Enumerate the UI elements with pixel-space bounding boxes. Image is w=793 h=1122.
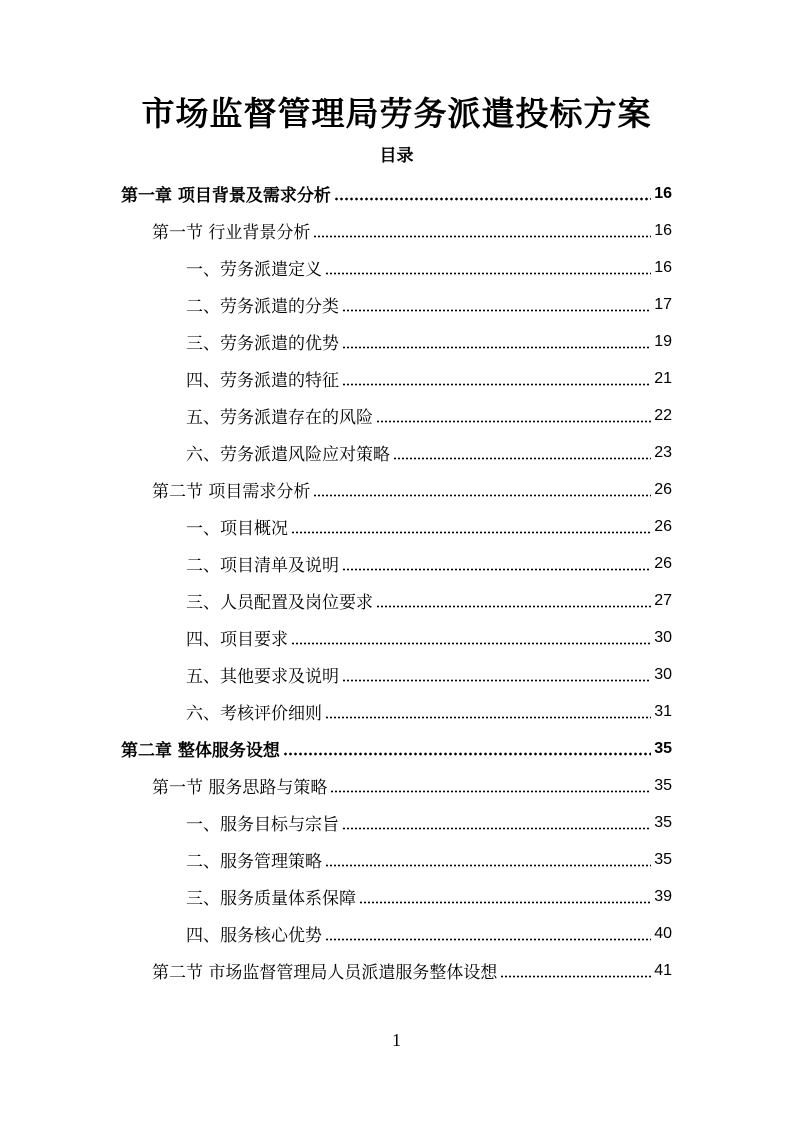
toc-entry-label: 第二节 项目需求分析 [152,482,311,502]
toc-entry-page: 21 [654,369,672,387]
toc-entry-subsection[interactable] [186,397,672,434]
toc-entry-section[interactable] [152,767,672,804]
toc-entry-page: 35 [654,850,672,868]
toc-entry-page: 17 [654,295,672,313]
dot-leader [325,864,651,867]
dot-leader [342,568,651,571]
toc-entry-page: 40 [654,924,672,942]
toc-entry-page: 35 [654,739,672,757]
toc-entry-label: 二、项目清单及说明 [186,556,339,576]
toc-entry-label: 一、劳务派遣定义 [186,260,322,280]
toc-entry-subsection[interactable] [186,915,672,952]
toc-entry-page: 30 [654,665,672,683]
toc-entry-page: 19 [654,332,672,350]
toc-heading: 目录 [379,146,414,166]
dot-leader [325,272,651,275]
dot-leader [376,420,651,423]
toc-entry-page: 26 [654,517,672,535]
toc-entry-section[interactable] [152,212,672,249]
toc-entry-section[interactable] [152,471,672,508]
dot-leader [393,457,651,460]
document-title: 市场监督管理局劳务派遣投标方案 [141,94,652,133]
toc-entry-section[interactable] [152,952,672,989]
toc-entry-label: 一、服务目标与宗旨 [186,815,339,835]
toc-entry-label: 第一节 服务思路与策略 [152,778,328,798]
dot-leader [291,642,651,645]
toc-entry-subsection[interactable] [186,360,672,397]
toc-entry-subsection[interactable] [186,619,672,656]
dot-leader [325,716,651,719]
toc-entry-page: 30 [654,628,672,646]
page-number: 1 [392,1030,401,1050]
dot-leader [342,679,651,682]
dot-leader [342,383,651,386]
toc-entry-subsection[interactable] [186,582,672,619]
toc-entry-subsection[interactable] [186,249,672,286]
toc-entry-label: 四、服务核心优势 [186,926,322,946]
toc-entry-label: 二、劳务派遣的分类 [186,297,339,317]
dot-leader [334,197,651,201]
dot-leader [500,975,651,978]
toc-entry-label: 五、其他要求及说明 [186,667,339,687]
toc-entry-page: 31 [654,702,672,720]
toc-entry-subsection[interactable] [186,286,672,323]
dot-leader [330,790,651,793]
toc-entry-subsection[interactable] [186,434,672,471]
toc-entry-label: 五、劳务派遣存在的风险 [186,408,373,428]
toc-entry-chapter-2[interactable] [121,730,672,767]
dot-leader [376,605,651,608]
toc-entry-label: 第一章 项目背景及需求分析 [121,186,331,206]
toc-entry-subsection[interactable] [186,323,672,360]
toc-entry-page: 41 [654,961,672,979]
toc-entry-label: 三、服务质量体系保障 [186,889,356,909]
toc-entry-label: 一、项目概况 [186,519,288,539]
toc-entry-page: 39 [654,887,672,905]
toc-entry-label: 三、人员配置及岗位要求 [186,593,373,613]
toc-entry-label: 四、项目要求 [186,630,288,650]
toc-entry-label: 六、劳务派遣风险应对策略 [186,445,390,465]
toc-entry-page: 22 [654,406,672,424]
toc-entry-label: 六、考核评价细则 [186,704,322,724]
toc-entry-label: 第一节 行业背景分析 [152,223,311,243]
dot-leader [342,346,651,349]
toc-entry-label: 第二节 市场监督管理局人员派遣服务整体设想 [152,963,498,983]
toc-entry-subsection[interactable] [186,656,672,693]
dot-leader [291,531,651,534]
toc-entry-page: 26 [654,480,672,498]
toc-entry-subsection[interactable] [186,545,672,582]
toc-entry-page: 27 [654,591,672,609]
toc-entry-subsection[interactable] [186,841,672,878]
dot-leader [359,901,651,904]
toc-entry-subsection[interactable] [186,804,672,841]
toc-entry-label: 三、劳务派遣的优势 [186,334,339,354]
toc-entry-page: 26 [654,554,672,572]
toc-entry-chapter-1[interactable] [121,175,672,212]
toc-entry-subsection[interactable] [186,693,672,730]
toc-entry-page: 16 [654,184,672,202]
dot-leader [313,494,651,497]
toc-entry-page: 23 [654,443,672,461]
dot-leader [342,827,651,830]
dot-leader [283,752,651,756]
toc-entry-label: 四、劳务派遣的特征 [186,371,339,391]
toc-entry-subsection[interactable] [186,508,672,545]
dot-leader [342,309,651,312]
toc-entry-page: 16 [654,258,672,276]
toc-entry-label: 二、服务管理策略 [186,852,322,872]
toc-entry-page: 35 [654,776,672,794]
toc-entry-page: 16 [654,221,672,239]
dot-leader [313,235,651,238]
toc-entry-label: 第二章 整体服务设想 [121,741,280,761]
toc-entry-subsection[interactable] [186,878,672,915]
toc-entry-page: 35 [654,813,672,831]
dot-leader [325,938,651,941]
